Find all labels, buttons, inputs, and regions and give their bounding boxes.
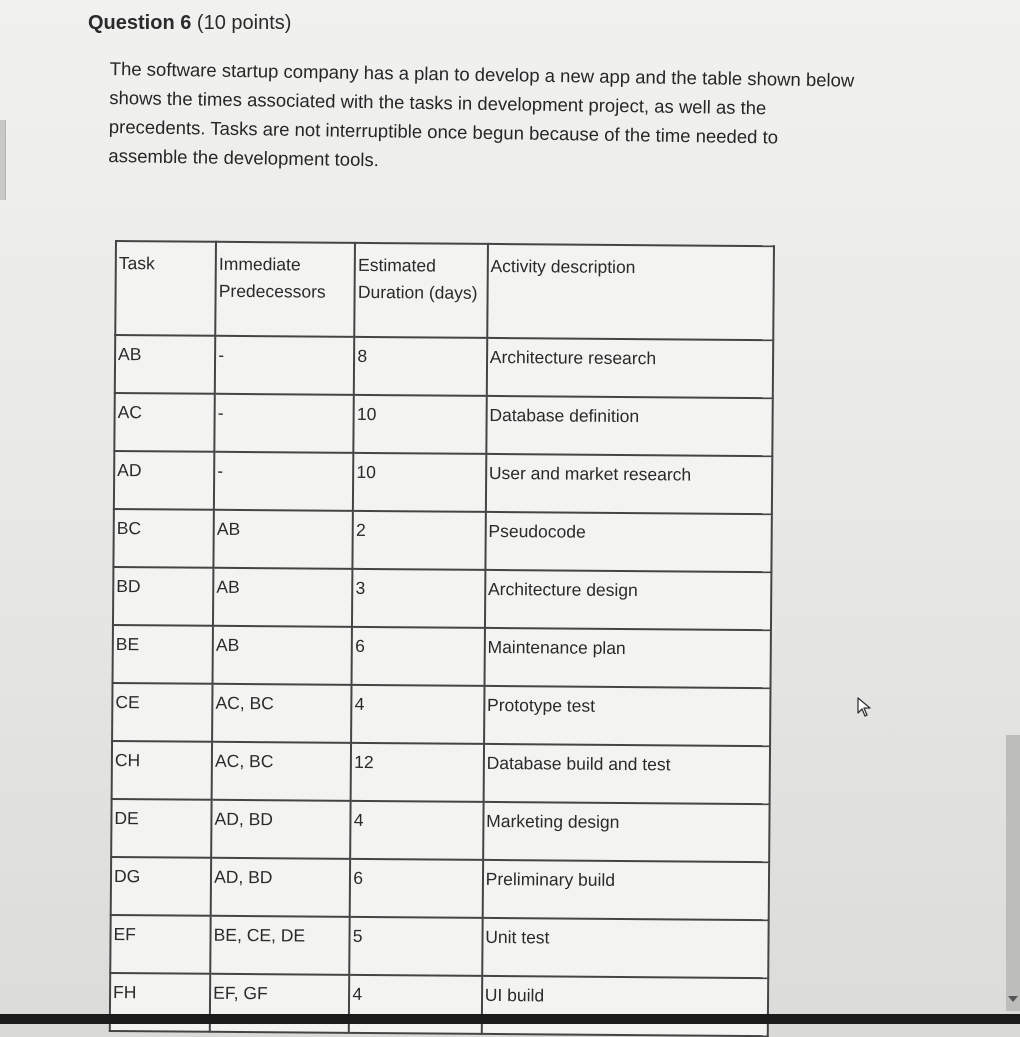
cell-description: Database build and test xyxy=(483,744,770,804)
cell-predecessors: - xyxy=(215,336,355,395)
cell-description: Architecture research xyxy=(487,338,774,398)
cell-duration: 10 xyxy=(353,453,486,512)
cell-predecessors: - xyxy=(214,452,354,511)
cell-duration: 3 xyxy=(352,569,485,628)
question-number: Question 6 xyxy=(88,12,192,34)
table-row xyxy=(110,915,768,978)
cell-task: BE xyxy=(113,625,214,684)
cell-predecessors: AD, BD xyxy=(211,858,351,917)
cell-task: FH xyxy=(110,973,211,1032)
cell-description: Preliminary build xyxy=(482,860,769,920)
mouse-pointer-icon xyxy=(856,697,872,717)
table-row xyxy=(113,567,771,630)
scroll-down-arrow-icon[interactable] xyxy=(1008,996,1018,1002)
cell-predecessors: AC, BC xyxy=(212,742,352,801)
table-row xyxy=(112,683,770,746)
cell-task: CH xyxy=(112,741,213,800)
cell-duration: 2 xyxy=(353,511,486,570)
table-row xyxy=(110,973,768,1036)
cell-duration: 4 xyxy=(349,975,482,1034)
table-header-row xyxy=(115,241,774,340)
cell-task: AD xyxy=(114,451,215,510)
cell-predecessors: - xyxy=(214,394,354,453)
cell-task: DE xyxy=(111,799,212,858)
header-description: Activity description xyxy=(487,244,774,340)
question-text: The software startup company has a plan to develop a new app and the table shown below shows the times associated with the tasks in development project, as well as the precedents. Tasks are not interruptible once begun because of the time needed to assemble the development tools. xyxy=(108,57,855,171)
cell-description: Unit test xyxy=(482,918,769,978)
cell-description: Marketing design xyxy=(483,802,770,862)
cell-task: BC xyxy=(113,509,214,568)
cell-description: Architecture design xyxy=(485,570,772,630)
cell-task: EF xyxy=(110,915,211,974)
cell-predecessors: EF, GF xyxy=(210,974,350,1033)
question-points: (10 points) xyxy=(196,12,292,34)
question-title xyxy=(88,12,291,35)
cell-task: AB xyxy=(115,335,216,394)
cell-task: AC xyxy=(114,393,215,452)
cell-description: Pseudocode xyxy=(485,512,772,572)
cell-duration: 10 xyxy=(354,395,487,454)
cell-duration: 8 xyxy=(354,337,487,396)
monitor-bezel xyxy=(0,1014,1020,1024)
table-row xyxy=(114,393,772,456)
cell-duration: 6 xyxy=(352,627,485,686)
task-table-container xyxy=(109,240,780,1037)
cell-predecessors: AC, BC xyxy=(212,684,352,743)
cell-description: Database definition xyxy=(486,396,773,456)
table-body xyxy=(110,335,773,1036)
cell-description: User and market research xyxy=(486,454,773,514)
left-panel-edge xyxy=(0,120,6,200)
cell-predecessors: AB xyxy=(213,626,353,685)
task-table xyxy=(109,240,775,1037)
cell-task: BD xyxy=(113,567,214,626)
cell-description: Prototype test xyxy=(484,686,771,746)
cell-description: Maintenance plan xyxy=(484,628,771,688)
table-row xyxy=(111,857,769,920)
table-row xyxy=(111,799,769,862)
table-row xyxy=(113,509,771,572)
cell-predecessors: AB xyxy=(213,568,353,627)
scrollbar[interactable] xyxy=(1006,735,1020,1011)
table-row xyxy=(115,335,773,398)
header-duration: Estimated Duration (days) xyxy=(355,243,488,338)
cell-description: UI build xyxy=(482,976,769,1036)
cell-predecessors: AB xyxy=(214,510,354,569)
cell-duration: 6 xyxy=(350,859,483,918)
cell-task: CE xyxy=(112,683,213,742)
cell-duration: 5 xyxy=(350,917,483,976)
cell-duration: 12 xyxy=(351,743,484,802)
header-task: Task xyxy=(115,241,216,336)
cell-task: DG xyxy=(111,857,212,916)
cell-duration: 4 xyxy=(350,801,483,860)
table-row xyxy=(112,741,770,804)
table-row xyxy=(114,451,772,514)
cell-duration: 4 xyxy=(351,685,484,744)
cell-predecessors: BE, CE, DE xyxy=(210,916,350,975)
cell-predecessors: AD, BD xyxy=(211,800,351,859)
header-predecessors: Immediate Predecessors xyxy=(215,242,355,337)
table-row xyxy=(113,625,771,688)
